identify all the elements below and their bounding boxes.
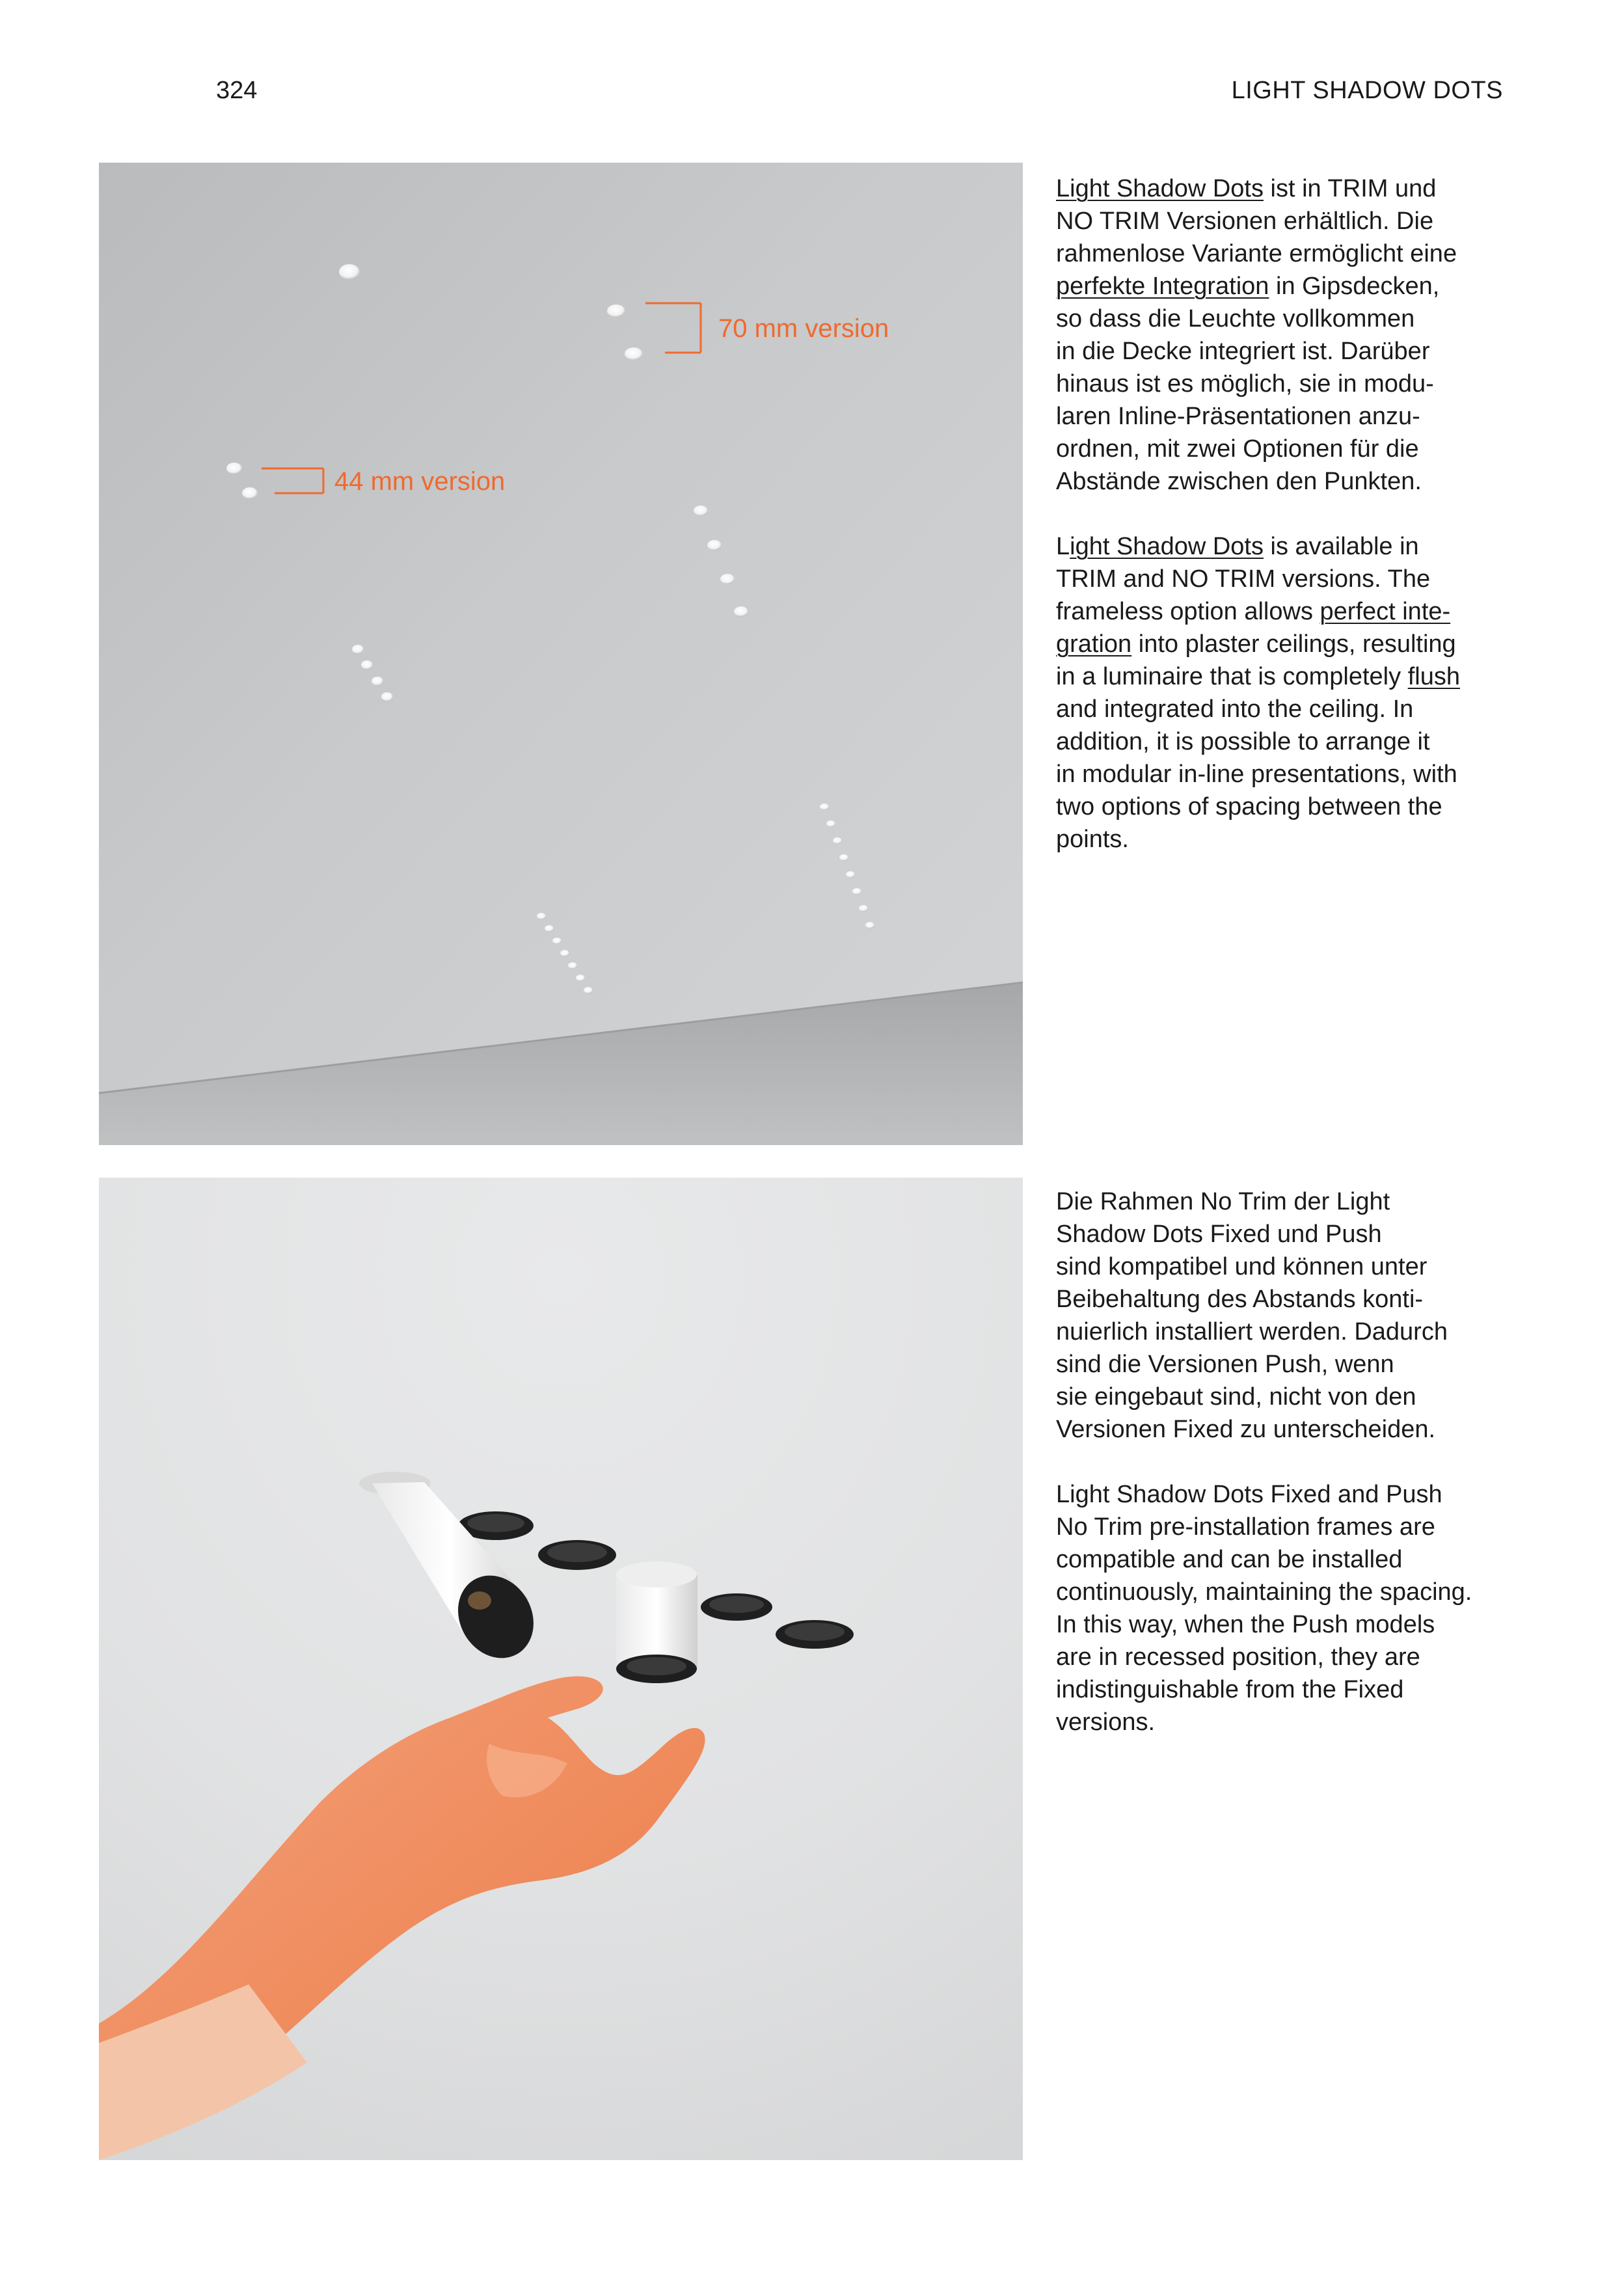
push-text bbox=[1056, 1185, 1511, 1771]
callout-44mm-label: 44 mm version bbox=[334, 467, 506, 496]
link-flush: flush bbox=[1407, 663, 1460, 690]
running-title: LIGHT SHADOW DOTS bbox=[1231, 77, 1503, 104]
push-text-en: Light Shadow Dots Fixed and Push No Trim pre-installation frames are compatible and can be installed continuously, maintaining the spacing. In this way, when the Push models are in recessed position, they are indistinguishable from the Fixed versions. bbox=[1056, 1481, 1472, 1736]
intro-text-de: Light Shadow Dots ist in TRIM und NO TRIM Versionen erhältlich. Die rahmenlose Variante ermöglicht eine perfekte Integration in Gipsdecken, so dass die Leuchte vollkommen in die Decke integriert ist. Darüber hinaus ist es möglich, sie in modu- laren Inline-Präsentationen anzu- ordnen, mit zwei Optionen für die Abstände zwischen den Punkten. bbox=[1056, 175, 1457, 495]
link-light-shadow-dots: Light Shadow Dots bbox=[1056, 175, 1264, 202]
link-light-shadow-dots-en: ight Shadow Dots bbox=[1070, 533, 1264, 560]
ceiling-photo bbox=[99, 163, 1023, 1145]
intro-text bbox=[1056, 172, 1511, 888]
page-number: 324 bbox=[216, 77, 258, 104]
intro-text-en: Light Shadow Dots is available in TRIM and NO TRIM versions. The frameless option allows perfect inte- gration into plaster ceilings, resulting in a luminaire that is completely flush and integrated into the ceiling. In addition, it is possible to arrange it in modular in-line presentations, with two options of spacing between the points. bbox=[1056, 533, 1460, 853]
link-perfect-integration: perfect inte- gration bbox=[1056, 598, 1451, 658]
extended-spotlight bbox=[616, 1562, 697, 1683]
link-perfekte-integration: perfekte Integration bbox=[1056, 273, 1269, 300]
push-text-de: Die Rahmen No Trim der Light Shadow Dots Fixed und Push sind kompatibel und können unter Beibehaltung des Abstands konti- nuierlich installiert werden. Dadurch sind die Versionen Push, wenn sie eingebaut sind, nicht von den Versionen Fixed zu unterscheiden. bbox=[1056, 1188, 1448, 1443]
push-spotlight-photo bbox=[99, 1178, 1023, 2160]
callout-70mm-label: 70 mm version bbox=[718, 314, 889, 343]
